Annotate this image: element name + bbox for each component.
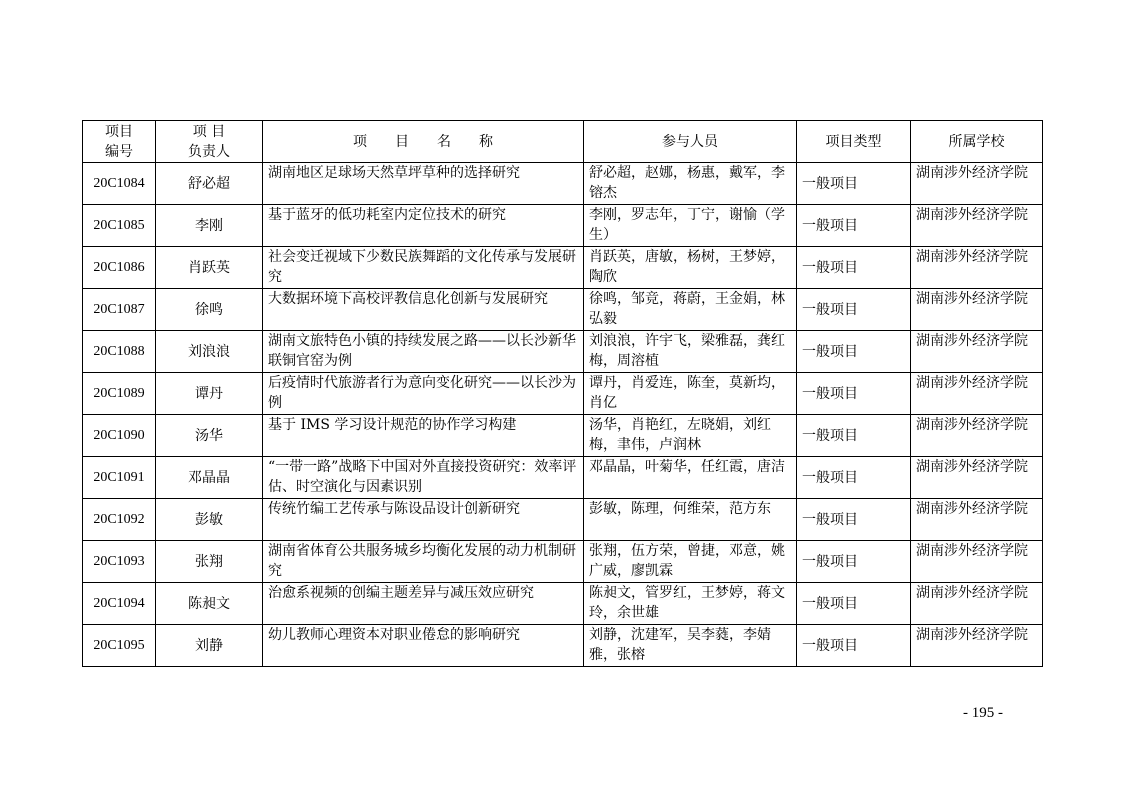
project-name-cell: 湖南文旅特色小镇的持续发展之路——以长沙新华联铜官窑为例 xyxy=(263,331,584,373)
table-row xyxy=(83,415,1043,457)
project-id-cell: 20C1090 xyxy=(83,415,156,457)
school-cell: 湖南涉外经济学院 xyxy=(911,163,1043,205)
members-cell: 徐鸣，邹竞，蒋蔚，王金娟，林弘毅 xyxy=(584,289,797,331)
school-cell: 湖南涉外经济学院 xyxy=(911,331,1043,373)
project-id-cell: 20C1085 xyxy=(83,205,156,247)
leader-cell: 谭丹 xyxy=(156,373,263,415)
project-type-cell: 一般项目 xyxy=(797,205,911,247)
leader-cell: 陈昶文 xyxy=(156,583,263,625)
project-type-cell: 一般项目 xyxy=(797,499,911,541)
header-project-name: 项 目 名 称 xyxy=(263,121,584,163)
table-row xyxy=(83,625,1043,667)
project-id-cell: 20C1084 xyxy=(83,163,156,205)
leader-cell: 彭敏 xyxy=(156,499,263,541)
school-cell: 湖南涉外经济学院 xyxy=(911,373,1043,415)
table-row xyxy=(83,289,1043,331)
project-type-cell: 一般项目 xyxy=(797,583,911,625)
header-project-id: 项目 编号 xyxy=(83,121,156,163)
header-leader: 项 目 负责人 xyxy=(156,121,263,163)
project-type-cell: 一般项目 xyxy=(797,625,911,667)
members-cell: 谭丹，肖爱连，陈奎，莫新均，肖亿 xyxy=(584,373,797,415)
leader-cell: 李刚 xyxy=(156,205,263,247)
page-number: - 195 - xyxy=(963,705,1003,721)
table-row xyxy=(83,541,1043,583)
leader-cell: 汤华 xyxy=(156,415,263,457)
school-cell: 湖南涉外经济学院 xyxy=(911,625,1043,667)
project-type-cell: 一般项目 xyxy=(797,247,911,289)
project-name-cell: 基于蓝牙的低功耗室内定位技术的研究 xyxy=(263,205,584,247)
project-id-cell: 20C1089 xyxy=(83,373,156,415)
members-cell: 舒必超，赵娜，杨惠，戴军，李镕杰 xyxy=(584,163,797,205)
project-type-cell: 一般项目 xyxy=(797,331,911,373)
school-cell: 湖南涉外经济学院 xyxy=(911,499,1043,541)
table-row xyxy=(83,373,1043,415)
project-type-cell: 一般项目 xyxy=(797,163,911,205)
members-cell: 汤华，肖艳红，左晓娟，刘红梅，聿伟，卢润林 xyxy=(584,415,797,457)
header-project-type: 项目类型 xyxy=(797,121,911,163)
project-name-cell: 基于 IMS 学习设计规范的协作学习构建 xyxy=(263,415,584,457)
project-id-cell: 20C1094 xyxy=(83,583,156,625)
project-name-cell: 后疫情时代旅游者行为意向变化研究——以长沙为例 xyxy=(263,373,584,415)
project-type-cell: 一般项目 xyxy=(797,541,911,583)
table-row xyxy=(83,457,1043,499)
members-cell: 陈昶文，管罗红，王梦婷，蒋文玲，余世雄 xyxy=(584,583,797,625)
header-school: 所属学校 xyxy=(911,121,1043,163)
project-id-cell: 20C1088 xyxy=(83,331,156,373)
leader-cell: 徐鸣 xyxy=(156,289,263,331)
project-name-cell: 大数据环境下高校评教信息化创新与发展研究 xyxy=(263,289,584,331)
leader-cell: 刘静 xyxy=(156,625,263,667)
leader-cell: 肖跃英 xyxy=(156,247,263,289)
members-cell: 刘浪浪，许宇飞，梁雅磊，龚红梅，周溶植 xyxy=(584,331,797,373)
project-id-cell: 20C1091 xyxy=(83,457,156,499)
table-header-row xyxy=(83,121,1043,163)
table-row xyxy=(83,205,1043,247)
project-name-cell: 湖南省体育公共服务城乡均衡化发展的动力机制研究 xyxy=(263,541,584,583)
members-cell: 李刚，罗志年，丁宁，谢愉（学生） xyxy=(584,205,797,247)
members-cell: 彭敏，陈理，何维荣，范方东 xyxy=(584,499,797,541)
project-name-cell: 湖南地区足球场天然草坪草种的选择研究 xyxy=(263,163,584,205)
members-cell: 刘静，沈建军，吴李蕤，李婧雅，张榕 xyxy=(584,625,797,667)
table-body xyxy=(83,163,1043,667)
project-type-cell: 一般项目 xyxy=(797,457,911,499)
project-type-cell: 一般项目 xyxy=(797,373,911,415)
project-id-cell: 20C1093 xyxy=(83,541,156,583)
table-row xyxy=(83,247,1043,289)
school-cell: 湖南涉外经济学院 xyxy=(911,289,1043,331)
project-name-cell: 社会变迁视域下少数民族舞蹈的文化传承与发展研究 xyxy=(263,247,584,289)
school-cell: 湖南涉外经济学院 xyxy=(911,541,1043,583)
project-name-cell: 幼儿教师心理资本对职业倦怠的影响研究 xyxy=(263,625,584,667)
table-row xyxy=(83,583,1043,625)
leader-cell: 张翔 xyxy=(156,541,263,583)
project-type-cell: 一般项目 xyxy=(797,289,911,331)
project-id-cell: 20C1092 xyxy=(83,499,156,541)
members-cell: 邓晶晶，叶菊华，任红霞，唐洁 xyxy=(584,457,797,499)
project-table xyxy=(82,120,1043,667)
school-cell: 湖南涉外经济学院 xyxy=(911,415,1043,457)
table-row xyxy=(83,499,1043,541)
project-name-cell: “一带一路”战略下中国对外直接投资研究：效率评估、时空演化与因素识别 xyxy=(263,457,584,499)
project-name-cell: 治愈系视频的创编主题差异与减压效应研究 xyxy=(263,583,584,625)
leader-cell: 邓晶晶 xyxy=(156,457,263,499)
leader-cell: 舒必超 xyxy=(156,163,263,205)
table-row xyxy=(83,331,1043,373)
school-cell: 湖南涉外经济学院 xyxy=(911,247,1043,289)
leader-cell: 刘浪浪 xyxy=(156,331,263,373)
school-cell: 湖南涉外经济学院 xyxy=(911,205,1043,247)
table-row xyxy=(83,163,1043,205)
project-id-cell: 20C1086 xyxy=(83,247,156,289)
school-cell: 湖南涉外经济学院 xyxy=(911,583,1043,625)
project-type-cell: 一般项目 xyxy=(797,415,911,457)
school-cell: 湖南涉外经济学院 xyxy=(911,457,1043,499)
members-cell: 肖跃英，唐敏，杨树，王梦婷，陶欣 xyxy=(584,247,797,289)
project-id-cell: 20C1095 xyxy=(83,625,156,667)
header-members: 参与人员 xyxy=(584,121,797,163)
project-id-cell: 20C1087 xyxy=(83,289,156,331)
members-cell: 张翔，伍方荣，曾捷，邓意，姚广威，廖凯霖 xyxy=(584,541,797,583)
project-name-cell: 传统竹编工艺传承与陈设品设计创新研究 xyxy=(263,499,584,541)
